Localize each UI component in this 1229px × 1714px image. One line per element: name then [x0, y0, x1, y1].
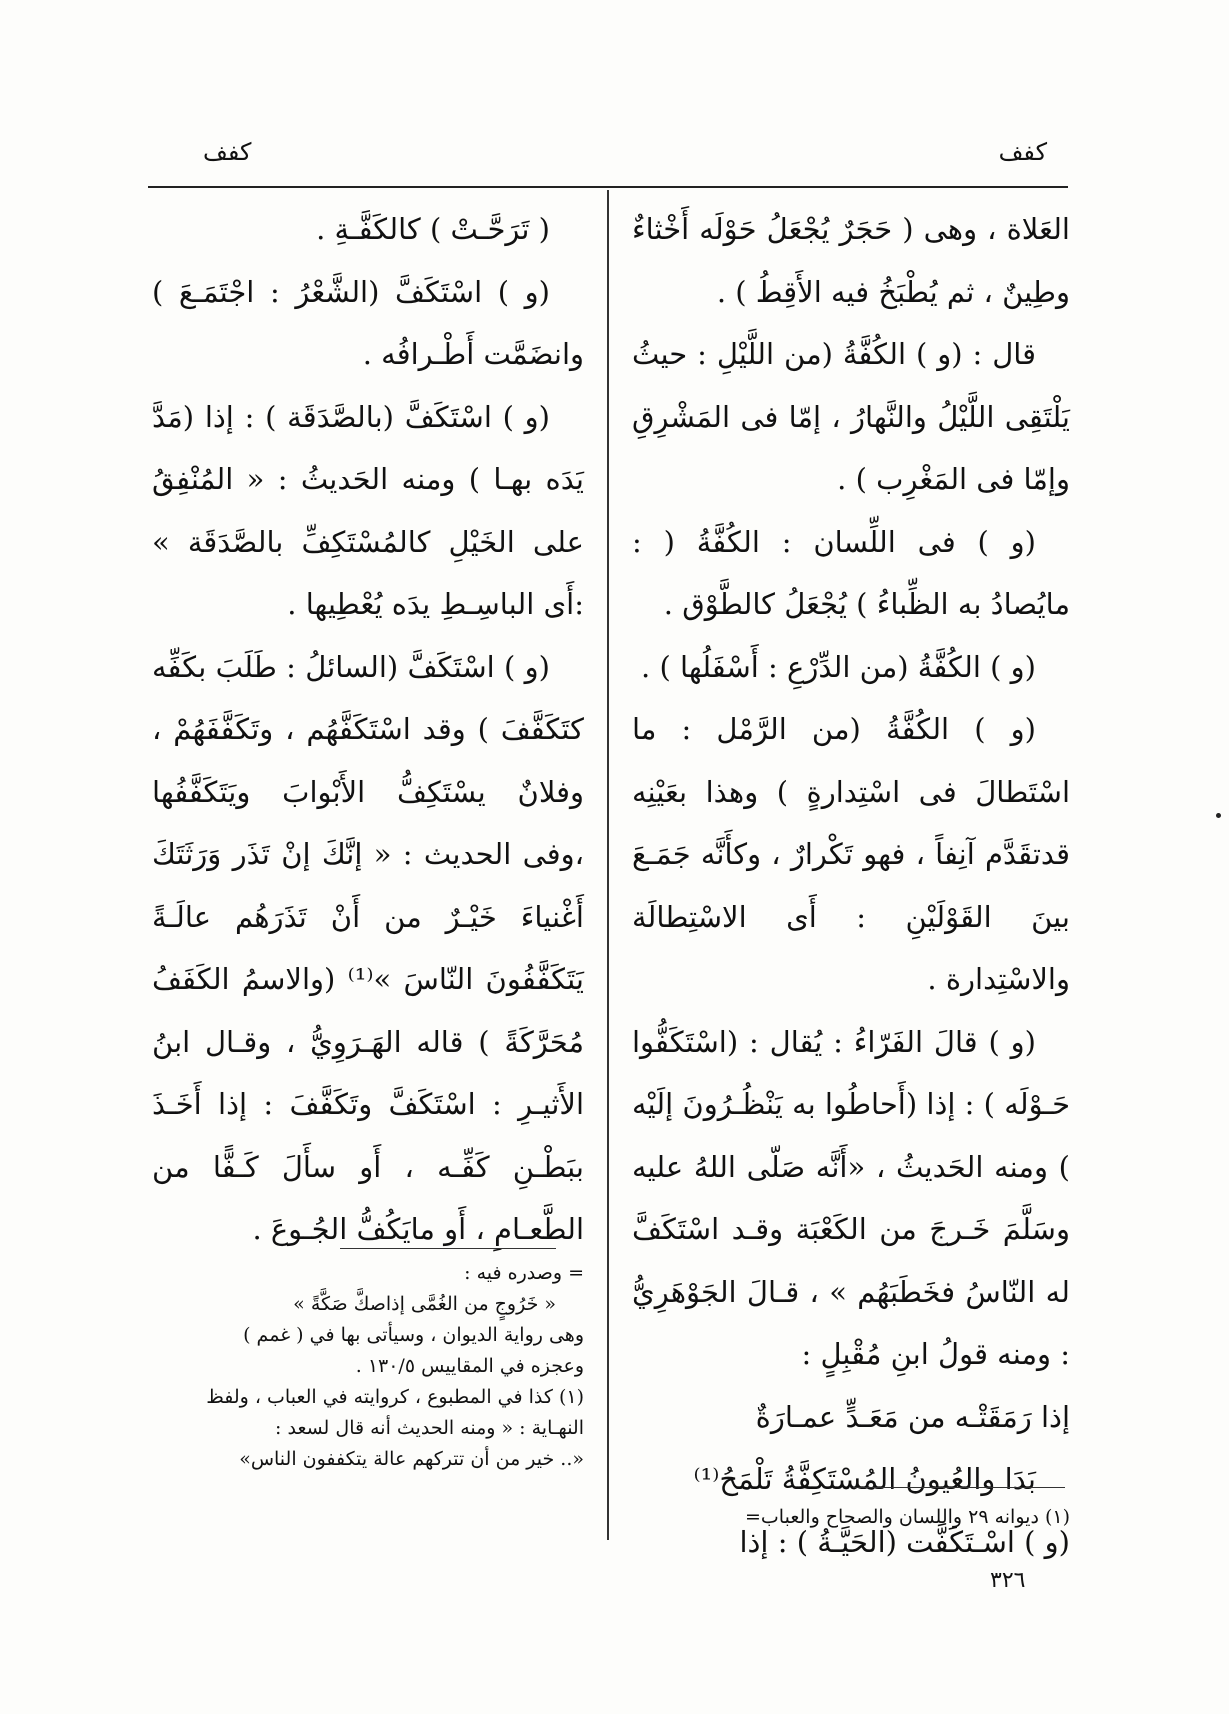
footnote-line: وهى رواية الديوان ، وسيأتى بها في ( غمم )	[243, 1324, 584, 1346]
footnote-line: (١) ديوانه ٢٩ واللسان والصحاح والعباب=	[745, 1506, 1070, 1528]
footnote-line: «.. خير من أن تتركهم عالة يتكففون الناس»	[239, 1448, 584, 1470]
footnote-line: = وصدره فيه :	[464, 1262, 584, 1284]
page-number: ٣٢٦	[990, 1568, 1026, 1593]
verse-line: إذا رَمَقَتْـه من مَعَـدٍّ عمـارَةٌ	[755, 1399, 1070, 1434]
footnotes-right	[632, 1502, 1070, 1533]
entry-paragraph: (و ) الكُفَّةُ (من الرَّمْل : ما اسْتَطالَ فى اسْتِدارةٍ ) وهذا بعَيْنِه قدتقَدَّم آنِفاً ، فهو تَكْرارٌ ، وكأَنَّه جَمَـعَ بينَ القَوْلَيْنِ : أَى الاسْتِطالَة والاسْتِدارة .	[632, 712, 1070, 996]
entry-paragraph: (و ) اسْـتَكَفَّت (الحَيَّـةُ ) : إذا	[739, 1524, 1070, 1559]
left-column	[152, 198, 584, 1261]
entry-paragraph: (و ) اسْتَكَفَّ (بالصَّدَقَة ) : إذا (مَدَّ يَدَه بهـا ) ومنه الحَديثُ : « المُنْفِقُ على الخَيْلِ كالمُسْتَكِفِّ بالصَّدَقَة » :أَى الباسِـطِ يدَه يُعْطِيها .	[152, 399, 584, 621]
footnotes-left	[152, 1258, 584, 1475]
right-column	[632, 198, 1070, 1573]
verse-line: بَدَا والعُيونُ المُسْتَكِفَّةُ تَلْمَحُ⁽¹⁾	[693, 1462, 1036, 1496]
footnote-line: « خَرُوجٍ من الغُمَّى إذاصكَّ صَكَّةً »	[293, 1293, 556, 1315]
footnote-rule-right	[853, 1487, 1065, 1488]
column-divider	[607, 190, 609, 1540]
footnote-line: النهـاية : « ومنه الحديث أنه قال لسعد :	[275, 1417, 584, 1439]
footnote-line: (١) كذا في المطبوع ، كروايته في العباب ، ولفظ	[206, 1386, 584, 1408]
entry-paragraph: (و ) الكُفَّةُ (من الدِّرْعِ : أَسْفَلُها ) .	[641, 649, 1036, 684]
entry-paragraph: (و ) قالَ الفَرّاءُ : يُقال : (اسْتَكَفُّوا حَـوْلَه ) : إذا (أَحاطُوا به يَنْظُـرُونَ إلَيْه ) ومنه الحَديثُ ، «أَنَّه صَلّى اللهُ عليه وسَلَّمَ خَـرجَ من الكَعْبَة وقـد اسْتَكَفَّ له النّاسُ فخَطَبَهُم » ، قـالَ الجَوْهَرِيُّ : ومنه قولُ ابنِ مُقْبِلٍ :	[632, 1024, 1070, 1371]
running-head-left: كفف	[203, 138, 252, 166]
footnote-line: وعجزه في المقاييس ١٣٠/٥ .	[355, 1355, 584, 1377]
entry-paragraph: قال : (و ) الكُفَّةُ (من اللَّيْلِ : حيثُ يَلْتَقِى اللَّيْلُ والنَّهارُ ، إمّا فى المَشْرِقِ وإمّا فى المَغْرِب ) .	[632, 337, 1070, 496]
running-head-right: كفف	[998, 138, 1047, 166]
entry-paragraph: ( تَرَحَّـتْ ) كالكَفَّـةِ .	[316, 212, 550, 246]
entry-paragraph: (و ) اسْتَكَفَّ (السائلُ : طَلَبَ بكَفِّه كتَكَفَّفَ ) وقد اسْتَكَفَّهُم ، وتَكَفَّفَهُمْ ، وفلانٌ يسْتَكِفُّ الأَبْوابَ ويَتَكَفَّفُها ،وفى الحديث : « إنَّكَ إنْ تَذَر وَرَثَتَكَ أَغْنياءَ خَيْـرٌ من أَنْ تَذَرَهُم عالَـةً يَتَكَفَّفُونَ النّاسَ »⁽¹⁾ (والاسمُ الكَفَفُ مُحَرَّكَةً ) قاله الهَـرَوِيُّ ، وقـال ابنُ الأَثيـرِ : اسْتَكَفَّ وتَكَفَّفَ : إذا أَخَـذَ ببَطْـنِ كَفِّـه ، أَو سأَلَ كَـفًّا من الطَّعـامِ ، أَو مايَكُفُّ الجُـوعَ .	[152, 649, 585, 1246]
footnote-rule-left	[340, 1248, 556, 1249]
header-rule	[148, 186, 1068, 188]
entry-paragraph: العَلاة ، وهى ( حَجَرٌ يُجْعَلُ حَوْلَه أَخْثاءٌ وطِينٌ ، ثم يُطْبَخُ فيه الأَقِطُ ) .	[632, 212, 1070, 309]
entry-paragraph: (و ) فى اللِّسان : الكُفَّةُ ( : مايُصادُ به الظِّباءُ ) يُجْعَلُ كالطَّوْق .	[632, 524, 1070, 621]
entry-paragraph: (و ) اسْتَكَفَّ (الشَّعْرُ : اجْتَمَـعَ ) وانضَمَّت أَطْـرافُه .	[152, 274, 584, 371]
scan-artifact-dot	[1216, 813, 1221, 818]
